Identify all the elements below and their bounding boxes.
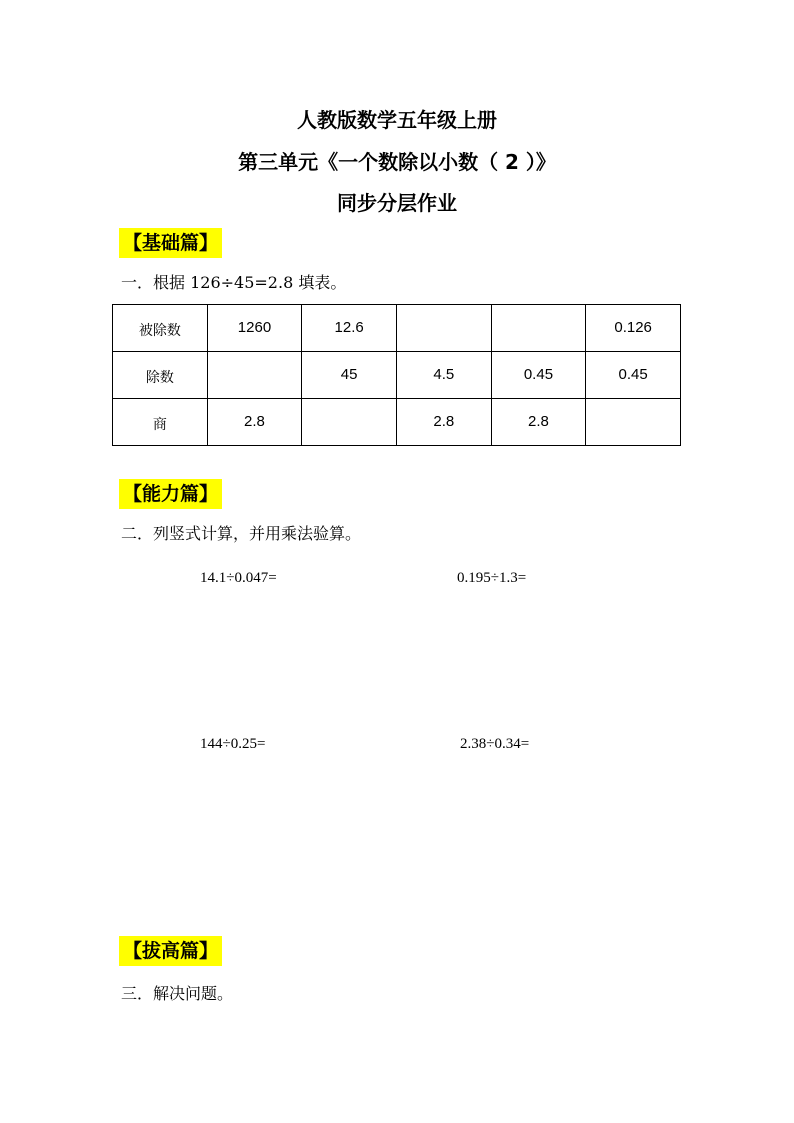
table-cell: 0.45: [586, 352, 681, 399]
row-label: 被除数: [113, 305, 208, 352]
doc-unit-title: 第三单元《一个数除以小数（ 2 ）》: [238, 150, 556, 174]
table-cell: 0.45: [491, 352, 586, 399]
table-cell: 2.8: [396, 399, 491, 446]
table-cell-blank: [302, 399, 397, 446]
table-cell-blank: [491, 305, 586, 352]
question-2: 二．列竖式计算，并用乘法验算。: [121, 524, 362, 543]
table-cell: 2.8: [207, 399, 302, 446]
question-3: 三．解决问题。: [121, 984, 234, 1003]
table-row-quotient: [113, 399, 681, 446]
fill-table: [112, 304, 681, 446]
table-row-dividend: [113, 305, 681, 352]
table-cell: 0.126: [586, 305, 681, 352]
table-cell-blank: [207, 352, 302, 399]
table-cell: 45: [302, 352, 397, 399]
calc-problem: 144÷0.25=: [200, 736, 266, 752]
table-cell: 12.6: [302, 305, 397, 352]
row-label: 除数: [113, 352, 208, 399]
calc-problem: 0.195÷1.3=: [457, 570, 527, 586]
section-tag-advanced: 【拔高篇】: [119, 936, 222, 966]
table-cell: 1260: [207, 305, 302, 352]
table-row-divisor: [113, 352, 681, 399]
question-1: 一．根据 126÷45=2.8 填表。: [121, 273, 347, 292]
section-tag-basic: 【基础篇】: [119, 228, 222, 258]
calc-problem: 14.1÷0.047=: [200, 570, 277, 586]
doc-subtitle: 同步分层作业: [337, 191, 457, 215]
table-cell: 4.5: [396, 352, 491, 399]
table-cell: 2.8: [491, 399, 586, 446]
table-cell-blank: [586, 399, 681, 446]
section-tag-ability: 【能力篇】: [119, 479, 222, 509]
table-cell-blank: [396, 305, 491, 352]
doc-title: 人教版数学五年级上册: [297, 108, 497, 132]
row-label: 商: [113, 399, 208, 446]
calc-problem: 2.38÷0.34=: [460, 736, 530, 752]
